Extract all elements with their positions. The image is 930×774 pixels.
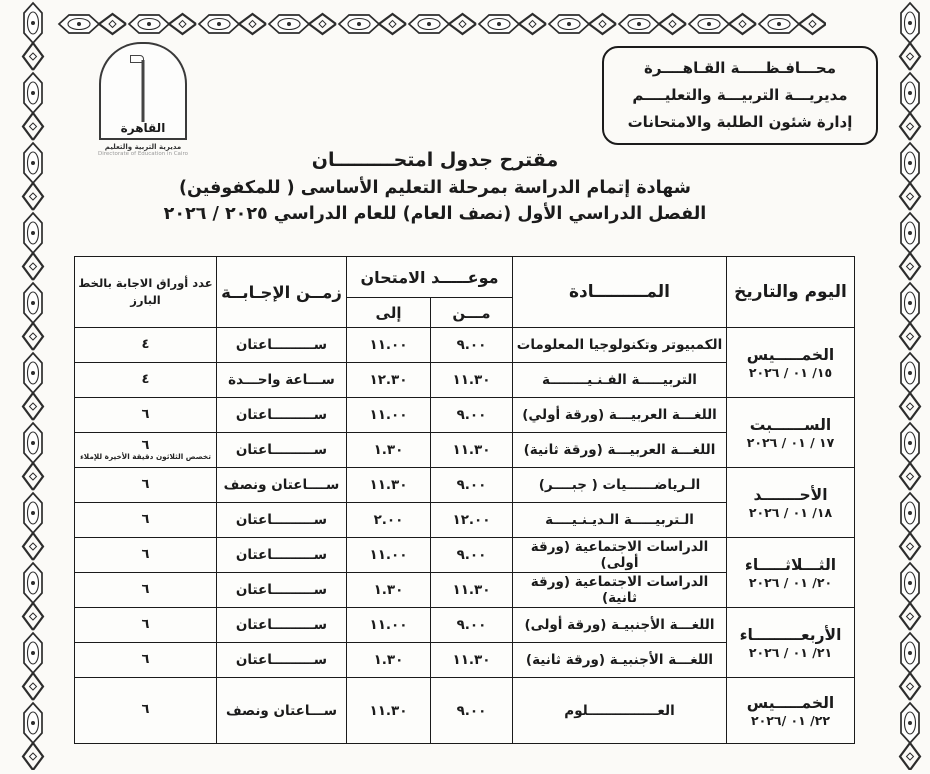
title-line-1: مقترح جدول امتحـــــــــان	[311, 149, 559, 171]
minaret-icon	[142, 60, 145, 122]
table-row	[75, 398, 855, 433]
from-time-cell: ١١.٣٠	[431, 433, 513, 468]
day-name: الأحـــــــد	[753, 485, 828, 504]
to-time-cell: ١٢.٣٠	[347, 363, 431, 398]
from-time-cell: ٩.٠٠	[431, 398, 513, 433]
table-row	[75, 608, 855, 643]
sheets-count-cell: ٦	[75, 643, 217, 678]
day-date: ٢٠/ ٠١ / ٢٠٢٦	[748, 574, 833, 590]
day-date: ١٥/ ٠١ / ٢٠٢٦	[748, 364, 833, 380]
sheets-count-cell: ٤	[75, 363, 217, 398]
logo-caption: مديرية التربية والتعليم	[104, 143, 182, 151]
ornamental-border-right	[897, 0, 922, 774]
sheets-count-cell: ٦	[75, 503, 217, 538]
duration-cell: ســـــــــاعتان	[217, 398, 347, 433]
day-date-cell	[727, 468, 855, 538]
table-row	[75, 328, 855, 363]
day-date: ٢٢/ ٠١ /٢٠٢٦	[751, 712, 830, 728]
subject-cell: التربيـــــة الفـنـيــــــــة	[513, 363, 727, 398]
title-line-3: الفصل الدراسي الأول (نصف العام) للعام الدراسي ٢٠٢٥ / ٢٠٢٦	[163, 203, 707, 224]
table-row	[75, 538, 855, 573]
sheets-count-cell: ٦	[75, 398, 217, 433]
day-date-cell	[727, 328, 855, 398]
to-time-cell: ١.٣٠	[347, 573, 431, 608]
ornamental-border-top	[56, 12, 826, 41]
day-name: الخمـــــيس	[746, 693, 835, 712]
duration-cell: ســـــــــاعتان	[217, 608, 347, 643]
sheets-count-cell: ٦	[75, 608, 217, 643]
day-name: الأربعـــــــــاء	[739, 625, 842, 644]
header-duration: زمــن الإجـابــة	[217, 257, 347, 328]
exam-table-body	[75, 328, 855, 744]
from-time-cell: ١١.٣٠	[431, 643, 513, 678]
to-time-cell: ١١.٣٠	[347, 678, 431, 744]
sheets-count-cell: ٦	[75, 678, 217, 744]
duration-cell: ســـــــــاعتان	[217, 643, 347, 678]
to-time-cell: ١١.٠٠	[347, 328, 431, 363]
org-line-administration: إدارة شئون الطلبة والامتحانات	[627, 113, 853, 131]
header-day-date: اليوم والتاريخ	[727, 257, 855, 328]
to-time-cell: ٢.٠٠	[347, 503, 431, 538]
day-name: الخمـــــيس	[746, 345, 835, 364]
subject-cell: الدراسات الاجتماعية (ورقة ثانية)	[513, 573, 727, 608]
org-line-governorate: محـــافـظـــــة القـاهــــرة	[643, 59, 837, 77]
subject-cell: العـــــــــــــــلوم	[513, 678, 727, 744]
from-time-cell: ١١.٣٠	[431, 573, 513, 608]
subject-cell: اللغـــة الأجنبيـة (ورقة أولى)	[513, 608, 727, 643]
organization-header-box	[602, 46, 878, 145]
subject-cell: اللغـــة العربيـــة (ورقة أولي)	[513, 398, 727, 433]
subject-cell: اللغـــة العربيـــة (ورقة ثانية)	[513, 433, 727, 468]
duration-cell: ســـــــــاعتان	[217, 328, 347, 363]
day-date-cell	[727, 398, 855, 468]
day-date-cell	[727, 538, 855, 608]
from-time-cell: ١١.٣٠	[431, 363, 513, 398]
duration-cell: ســـــــــاعتان	[217, 573, 347, 608]
document-title	[105, 146, 765, 227]
cairo-arch-icon	[99, 42, 187, 140]
from-time-cell: ٩.٠٠	[431, 328, 513, 363]
sheets-note: تخصص الثلاثون دقيقة الأخيرة للإملاء	[80, 452, 211, 462]
day-date-cell	[727, 678, 855, 744]
day-date: ١٨/ ٠١ / ٢٠٢٦	[748, 504, 833, 520]
day-name: الثـــلاثـــــاء	[744, 555, 837, 574]
to-time-cell: ١.٣٠	[347, 643, 431, 678]
day-date: ١٧ / ٠١ / ٢٠٢٦	[746, 434, 835, 450]
to-time-cell: ١.٣٠	[347, 433, 431, 468]
ornamental-border-left	[20, 0, 45, 774]
sheets-count-cell: ٦	[75, 573, 217, 608]
from-time-cell: ٩.٠٠	[431, 608, 513, 643]
header-from: مـــن	[431, 298, 513, 328]
to-time-cell: ١١.٠٠	[347, 538, 431, 573]
day-name: الســــــبت	[749, 415, 832, 434]
subject-cell: الـتربيـــــة الـديـنـيــــة	[513, 503, 727, 538]
sheets-count-cell: ٦	[75, 468, 217, 503]
directorate-logo	[78, 42, 208, 157]
org-line-directorate: مديريـــة التربيـــة والتعليــــم	[632, 86, 848, 104]
duration-cell: ســـاعة واحـــدة	[217, 363, 347, 398]
duration-cell: ســــاعتان ونصف	[217, 468, 347, 503]
logo-city-text: القاهرة	[120, 121, 166, 135]
sheets-count-cell: ٤	[75, 328, 217, 363]
day-date-cell	[727, 608, 855, 678]
to-time-cell: ١١.٠٠	[347, 608, 431, 643]
duration-cell: ســـــــــاعتان	[217, 538, 347, 573]
to-time-cell: ١١.٠٠	[347, 398, 431, 433]
subject-cell: الـرياضــــــيات ( جبــــر)	[513, 468, 727, 503]
duration-cell: ســـــــــاعتان	[217, 433, 347, 468]
subject-cell: اللغـــة الأجنبيـة (ورقة ثانية)	[513, 643, 727, 678]
subject-cell: الكمبيوتر وتكنولوجيا المعلومات	[513, 328, 727, 363]
from-time-cell: ٩.٠٠	[431, 538, 513, 573]
from-time-cell: ٩.٠٠	[431, 678, 513, 744]
duration-cell: ســـــــــاعتان	[217, 503, 347, 538]
sheets-count-cell: ٦	[75, 538, 217, 573]
logo-caption-en: Directorate of Education in Cairo	[98, 151, 188, 157]
from-time-cell: ٩.٠٠	[431, 468, 513, 503]
header-subject: المـــــــــادة	[513, 257, 727, 328]
table-row	[75, 678, 855, 744]
from-time-cell: ١٢.٠٠	[431, 503, 513, 538]
to-time-cell: ١١.٣٠	[347, 468, 431, 503]
exam-schedule-table	[74, 256, 855, 744]
header-to: إلى	[347, 298, 431, 328]
table-row	[75, 468, 855, 503]
title-line-2: شهادة إتمام الدراسة بمرحلة التعليم الأساسى ( للمكفوفين)	[179, 177, 691, 198]
subject-cell: الدراسات الاجتماعية (ورقة أولى)	[513, 538, 727, 573]
header-sheets: عدد أوراق الاجابة بالخط البارز	[75, 257, 217, 328]
duration-cell: ســـاعتان ونصف	[217, 678, 347, 744]
header-exam-time: موعـــــد الامتحان	[347, 257, 513, 298]
day-date: ٢١/ ٠١ / ٢٠٢٦	[748, 644, 833, 660]
sheets-count-cell: ٦ تخصص الثلاثون دقيقة الأخيرة للإملاء	[75, 433, 217, 468]
